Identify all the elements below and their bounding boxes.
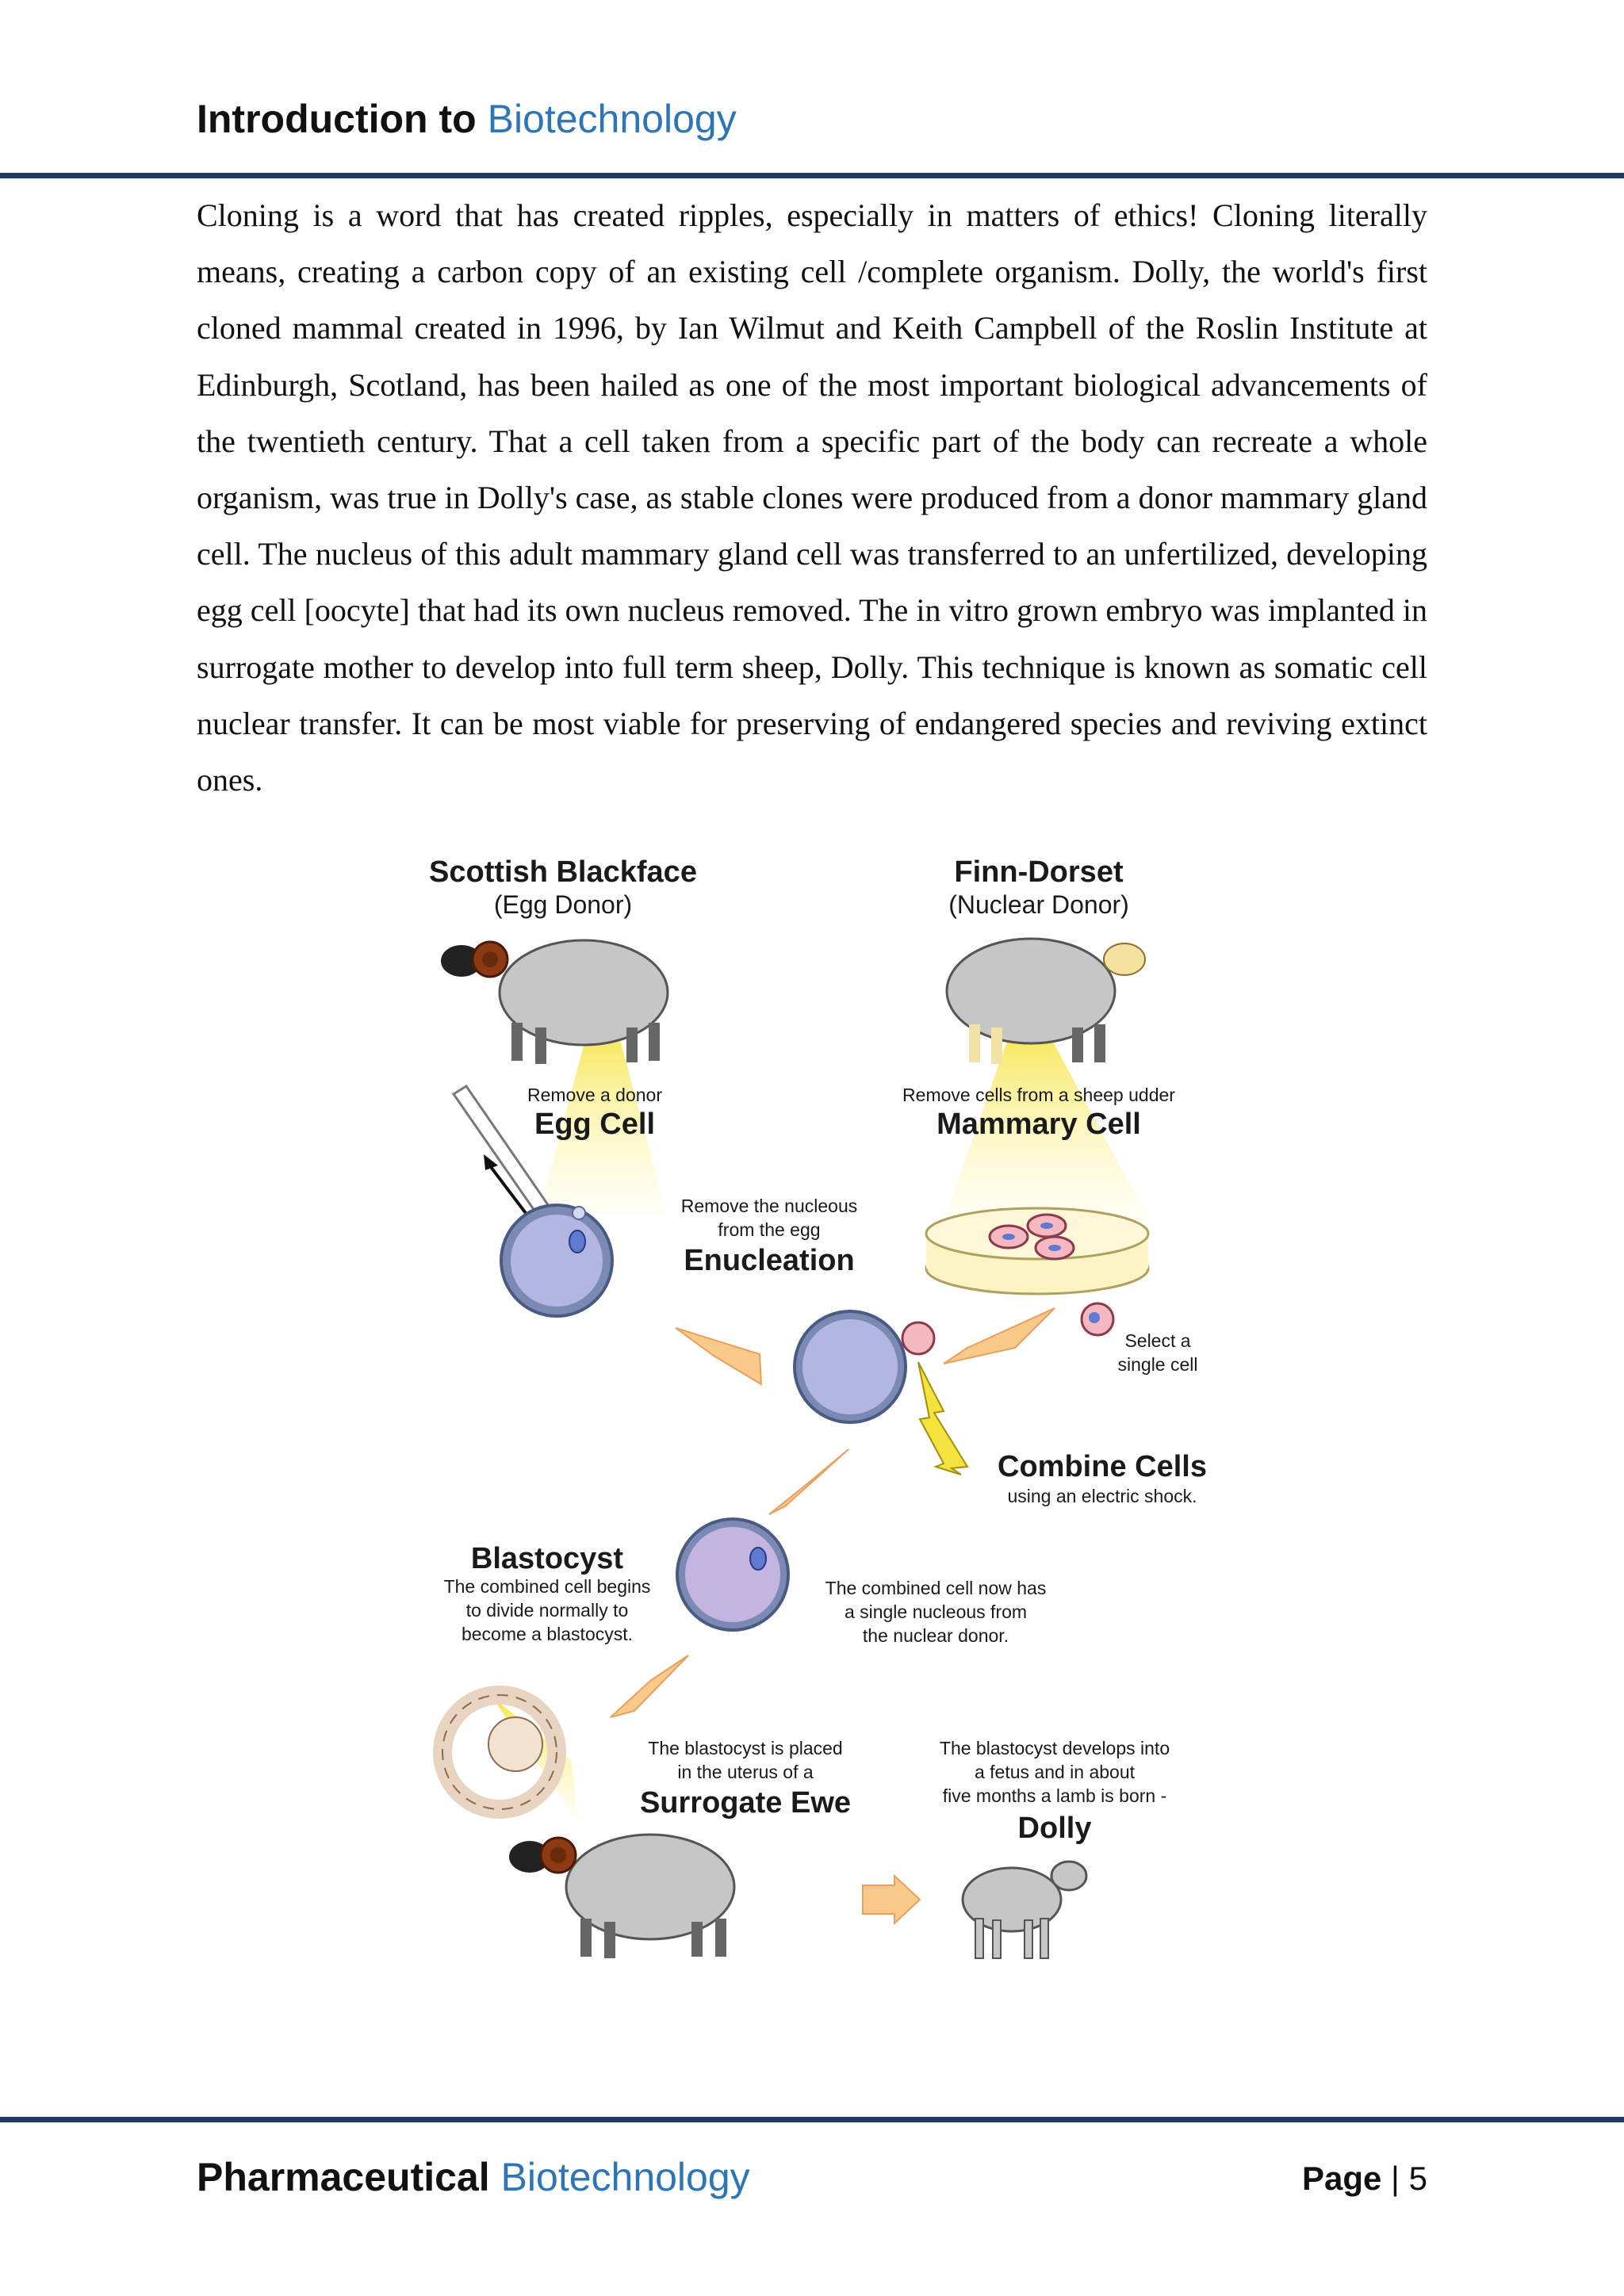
page-separator: | bbox=[1391, 2160, 1400, 2197]
egg-donor-subtitle: (Egg Donor) bbox=[493, 890, 633, 919]
body-paragraph: Cloning is a word that has created ripples, especially in matters of ethics! Cloning literally means, creating a carbon copy of an existing cell /complete organism. Dolly, the world's first cloned mammal created in 1996, by Ian Wilmut and Keith Campbell of the Roslin Institute at Edinburgh, Scotland, has been hailed as one of the most important biological advancements of the twentieth century. That a cell taken from a specific part of the body can recreate a whole organism, was true in Dolly's case, as stable clones were produced from a donor mammary gland cell. The nucleus of this adult mammary gland cell was transferred to an unfertilized, developing egg cell [oocyte] that had its own nucleus removed. The in vitro grown embryo was implanted in surrogate mother to develop into full term sheep, Dolly. This technique is known as somatic cell nuclear transfer. It can be most viable for preserving of endangered species and reviving extinct ones. bbox=[197, 197, 1427, 798]
select-cell-caption: Select a single cell bbox=[1117, 1330, 1198, 1375]
combined-cell bbox=[677, 1519, 788, 1630]
enucleated-egg-cell bbox=[795, 1311, 934, 1422]
page-number-value: 5 bbox=[1408, 2160, 1427, 2197]
arrow-enucleation-to-fusion bbox=[676, 1328, 761, 1384]
electric-shock-bolt bbox=[918, 1362, 967, 1475]
blastocyst-caption: The combined cell begins to divide normally to become a blastocyst. bbox=[443, 1576, 651, 1644]
egg-cell-label: Egg Cell bbox=[534, 1108, 656, 1141]
footer-title-accent: Biotechnology bbox=[500, 2155, 750, 2199]
blastocyst-label: Blastocyst bbox=[470, 1542, 624, 1575]
enucleation-caption: Remove the nucleous from the egg bbox=[680, 1196, 858, 1240]
petri-dish bbox=[926, 1208, 1148, 1294]
egg-donor-title: Scottish Blackface bbox=[429, 855, 697, 889]
arrow-fusion-to-combined bbox=[769, 1449, 848, 1514]
cloning-figure bbox=[396, 840, 1253, 1982]
dolly-lamb bbox=[963, 1862, 1086, 1958]
arrow-surrogate-to-dolly bbox=[863, 1876, 920, 1923]
nuclear-donor-title: Finn-Dorset bbox=[954, 855, 1124, 889]
blastocyst-cells bbox=[442, 1695, 557, 1809]
arrow-select-cell-to-fusion bbox=[944, 1308, 1055, 1364]
arrow-combined-to-blastocyst bbox=[611, 1655, 688, 1717]
mammary-cell-label: Mammary Cell bbox=[936, 1108, 1141, 1141]
enucleation-label: Enucleation bbox=[684, 1244, 855, 1277]
surrogate-ewe bbox=[509, 1835, 734, 1958]
combine-cells-label: Combine Cells bbox=[998, 1450, 1207, 1483]
header-rule bbox=[0, 173, 1624, 178]
header-title-bold: Introduction to bbox=[197, 97, 477, 141]
scottish-blackface-sheep bbox=[441, 940, 668, 1064]
header-title bbox=[197, 94, 737, 144]
footer-rule bbox=[0, 2117, 1624, 2122]
egg-cell-caption: Remove a donor bbox=[527, 1085, 663, 1105]
surrogate-caption: The blastocyst is placed in the uterus of a bbox=[648, 1738, 843, 1782]
header-title-accent: Biotechnology bbox=[487, 97, 737, 141]
surrogate-label: Surrogate Ewe bbox=[639, 1786, 852, 1820]
nuclear-donor-subtitle: (Nuclear Donor) bbox=[948, 890, 1129, 919]
footer-title bbox=[197, 2152, 750, 2202]
combined-nucleus-caption: The combined cell now has a single nucleous from the nuclear donor. bbox=[825, 1578, 1047, 1646]
footer-title-bold: Pharmaceutical bbox=[197, 2155, 490, 2199]
page-label: Page bbox=[1301, 2160, 1382, 2197]
mammary-cell-caption: Remove cells from a sheep udder bbox=[902, 1085, 1175, 1105]
page-number bbox=[1302, 2156, 1427, 2201]
egg-cell bbox=[501, 1205, 612, 1316]
dolly-caption: The blastocyst develops into a fetus and in about five months a lamb is born - bbox=[939, 1738, 1170, 1806]
dolly-label: Dolly bbox=[1017, 1812, 1092, 1845]
combine-cells-caption: using an electric shock. bbox=[1007, 1486, 1197, 1506]
